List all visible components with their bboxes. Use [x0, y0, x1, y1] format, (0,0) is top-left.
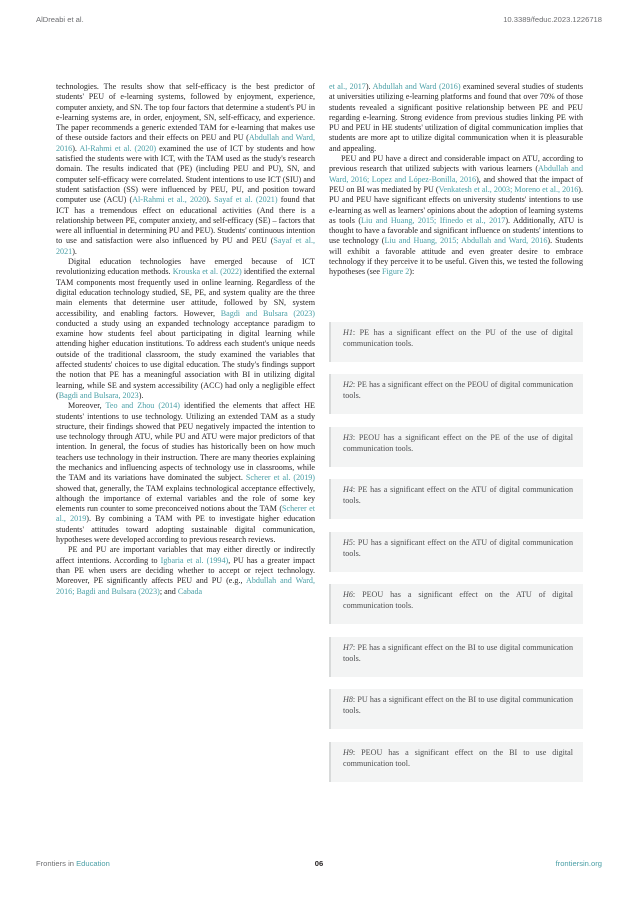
paragraph-4	[56, 545, 315, 596]
citation-link[interactable]: Teo and Zhou (2014)	[105, 401, 180, 411]
hypothesis-id: H9	[343, 748, 353, 757]
text: ).	[72, 143, 80, 153]
hypothesis-box	[329, 689, 583, 729]
hypothesis-text: : PU has a significant effect on the BI to use digital communication tools.	[343, 695, 573, 715]
hypothesis-box	[329, 532, 583, 572]
text: PEU and PU have a direct and considerable impact on ATU, according to previous research that utilized subjects with various learners (	[329, 154, 583, 174]
citation-link[interactable]: Liu and Huang, 2015; Abdullah and Ward, 2016	[384, 236, 548, 246]
citation-link[interactable]: Igbaria et al. (1994)	[160, 555, 229, 565]
hypothesis-text: : PE has a significant effect on the BI to use digital communication tools.	[343, 643, 573, 663]
text: Moreover,	[68, 401, 106, 411]
doi-link[interactable]: 10.3389/feduc.2023.1226718	[503, 15, 602, 24]
paragraph-3	[56, 401, 315, 545]
citation-link[interactable]: Al-Rahmi et al. (2020)	[79, 143, 157, 153]
text: examined the use of ICT by students and how satisfied the students were with ICT, with the TAM used as the study's research domain. The results indicated that (PE) (including PEU and PU), SN, and computer self-efficacy were correlated. Student intentions to use ICT (SIU) and student satisfaction (SS) were influenced by PEU, PU, and position toward computer use (ACU) (	[56, 143, 315, 205]
running-author: AlDreabi et al.	[36, 15, 84, 24]
citation-link[interactable]: Abdullah and Ward, 2016; Lopez and López-Bonilla, 2016	[329, 164, 583, 184]
journal-section: Education	[76, 859, 110, 868]
page-footer	[36, 859, 602, 868]
citation-link[interactable]: Scherer et al. (2019)	[245, 473, 315, 483]
citation-link[interactable]: Krouska et al. (2022)	[172, 267, 242, 277]
text: showed that, generally, the TAM explains technological acceptance effectively, although the importance of external variables and the role of some key elements run counter to some preconceived notions about the TAM (	[56, 483, 315, 514]
citation-link[interactable]: Bagdi and Bulsara (2023)	[220, 308, 315, 318]
page-number: 06	[314, 859, 324, 868]
text: ):	[409, 267, 415, 277]
hypothesis-box	[329, 584, 583, 624]
text: identified the external TAM components most frequently used in online learning. Regardless of the digital education technology studied, SE, PE, and system quality are the three main elements that determine user attitude, followed by SN, system accessibility, and enabling factors. However,	[56, 267, 316, 318]
hypothesis-text: : PEOU has a significant effect on the PE of the use of digital communication tools.	[343, 433, 573, 453]
hypothesis-box	[329, 742, 583, 782]
left-column	[56, 82, 315, 597]
citation-link[interactable]: Abdullah and Ward (2016)	[372, 82, 461, 91]
text: ). By combining a TAM with PE to investigate higher education students' attitudes toward adopting sustainable digital communication, hypotheses were developed according to previous research reviews.	[56, 514, 315, 545]
text: ).	[365, 82, 373, 91]
citation-link[interactable]: Cabada	[177, 586, 203, 596]
text: ).	[206, 195, 215, 205]
text: Digital education technologies have emerged because of ICT revolutionizing education methods.	[56, 257, 315, 277]
hypothesis-id: H4	[343, 485, 353, 494]
site-link[interactable]: frontiersin.org	[555, 859, 602, 868]
citation-link[interactable]: Sayaf et al. (2021)	[214, 195, 278, 205]
text: ). PU and PEU have significant effects on university students' intentions to use e-learning as well as learners' opinions about the adoption of learning systems as tools (	[329, 184, 584, 225]
hypothesis-box	[329, 637, 583, 677]
text: conducted a study using an expanded technology acceptance paradigm to examine how students feel about participating in digital learning while attending higher education institutions. To address each student's unique needs outside of the traditional classroom, the study examined the variables that affected students' choices to use digital education. The study's findings support the notion that PE has a meaningful association with BI in utilizing digital learning, while SE and system accessibility (ACC) had only a negligible effect (	[56, 318, 315, 400]
hypothesis-box	[329, 374, 583, 414]
hypothesis-text: : PU has a significant effect on the ATU of digital communication tools.	[343, 538, 573, 558]
hypothesis-id: H8	[343, 695, 353, 704]
hypothesis-id: H2	[343, 380, 353, 389]
text: found that ICT has a tremendous effect on educational activities (And there is a relationship between PE, computer anxiety, and self-efficacy (SE) – factors that were all influential in determining PU and PEU). Students' continuous intention to use and satisfaction were also influenced by PU and PEU (	[56, 195, 315, 246]
text: ).	[72, 246, 77, 256]
text: technologies. The results show that self-efficacy is the best predictor of students' PEU of e-learning systems, followed by enjoyment, experience, computer anxiety, and SN. The top four factors that determine a student's PU in e-learning systems are, in order, enjoyment, SN, self-efficacy, and experience. The paper recommends a generic extended TAM for e-learning that makes use of these outside factors and their effects on PEU and PU (	[56, 82, 315, 143]
paragraph-2	[56, 257, 315, 401]
journal-prefix: Frontiers in	[36, 859, 77, 868]
hypothesis-text: : PEOU has a significant effect on the BI to use digital communication tool.	[343, 748, 573, 768]
page-header	[36, 15, 602, 24]
hypothesis-text: : PE has a significant effect on the ATU of digital communication tools.	[343, 485, 573, 505]
text: , PU has a greater impact than PE when users are deciding whether to accept or reject technology. Moreover, PE significantly affects PEU and PU (e.g.,	[56, 555, 315, 586]
hypothesis-id: H5	[343, 538, 353, 547]
hypothesis-box	[329, 322, 583, 362]
figure-link[interactable]: Figure 2	[382, 267, 410, 277]
citation-link[interactable]: et al., 2017	[329, 82, 366, 91]
paragraph-1	[56, 82, 315, 257]
text: ).	[138, 390, 144, 400]
citation-link[interactable]: Abdullah and Ward, 2016	[56, 133, 315, 153]
text: ), and showed that the impact of PEU on BI was mediated by PU (	[329, 174, 583, 194]
text: PE and PU are important variables that may either directly or indirectly affect intentions. According to	[56, 545, 315, 565]
hypothesis-text: : PEOU has a significant effect on the ATU of digital communication tools.	[343, 590, 573, 610]
hypothesis-text: : PE has a significant effect on the PU of the use of digital communication tools.	[343, 328, 573, 348]
citation-link[interactable]: Sayaf et al., 2021	[56, 236, 315, 256]
paragraph-5	[329, 82, 583, 154]
hypothesis-id: H6	[343, 590, 353, 599]
text: identified the elements that affect HE students' intentions to use technology. Utilizing an extended TAM as a study structure, their findings showed that PEU negatively impacted the intention to use technology through ATU, while PU and ATU were major predictors of that intention. In general, the focus of studies has historically been on how much teachers use technology in their instruction. There are many theories explaining the mechanics and influencing aspects of technology use in classrooms, while the TAM and its variations have dominated the subject.	[56, 401, 315, 483]
paragraph-6	[329, 154, 583, 278]
hypothesis-id: H1	[343, 328, 353, 337]
hypothesis-box	[329, 479, 583, 519]
text: ). Additionally, ATU is thought to have a favorable and significant influence on students' intentions to use technology (	[329, 215, 583, 246]
hypothesis-text: : PE has a significant effect on the PEOU of digital communication tools.	[343, 380, 573, 400]
hypothesis-id: H3	[343, 433, 353, 442]
citation-link[interactable]: Abdullah and Ward, 2016; Bagdi and Bulsara (2023)	[56, 576, 315, 596]
text: ). Students will exhibit a favorable attitude and even greater desire to embrace technology if they perceive it to be useful. Given this, we tested the following hypotheses (see	[329, 236, 583, 277]
citation-link[interactable]: Al-Rahmi et al., 2020	[132, 195, 207, 205]
text: ; and	[159, 586, 178, 596]
citation-link[interactable]: Venkatesh et al., 2003; Moreno et al., 2016	[438, 184, 579, 194]
hypothesis-box	[329, 427, 583, 467]
right-column	[329, 82, 583, 278]
text: examined several studies of students at universities utilizing e-learning platforms and found that over 70% of those students revealed a significant positive relationship between PE and PEU regarding e-learning. Strong evidence from previous studies linking PE with PU and PEU in HE students' utilization of digital communication implies that students are more apt to utilize digital communication when it is pleasurable and appealing.	[329, 82, 583, 153]
citation-link[interactable]: Scherer et al., 2019	[56, 504, 315, 524]
citation-link[interactable]: Bagdi and Bulsara, 2023	[58, 390, 139, 400]
hypothesis-id: H7	[343, 643, 353, 652]
citation-link[interactable]: Liu and Huang, 2015; Ifinedo et al., 2017	[361, 215, 506, 225]
